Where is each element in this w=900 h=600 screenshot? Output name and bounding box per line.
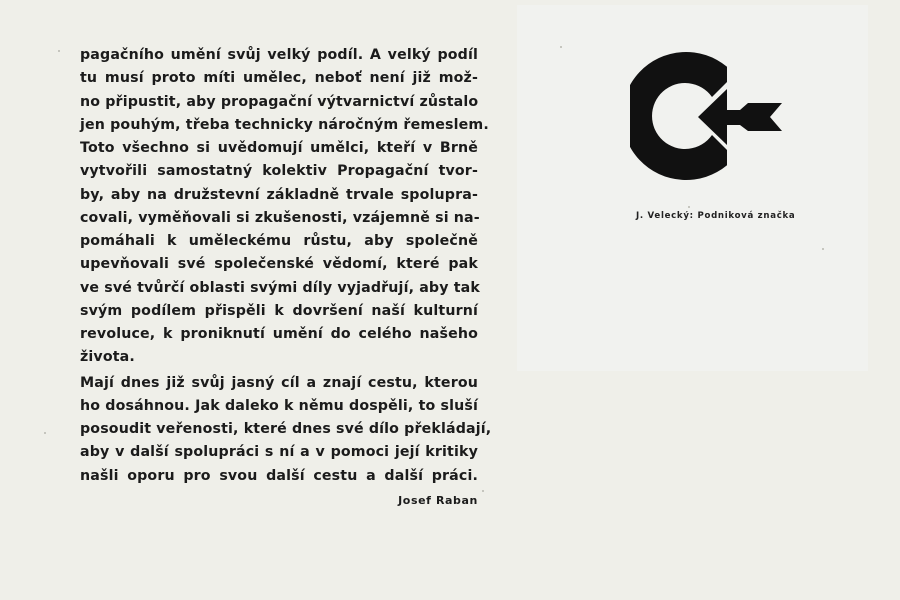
paper-speck	[560, 46, 562, 48]
article-paragraph-2	[80, 372, 492, 488]
paper-speck	[822, 248, 824, 250]
text-line: by, aby na družstevní základně trvale spolupra-	[80, 186, 478, 203]
text-line: pagačního umění svůj velký podíl. A velký podíl	[80, 47, 478, 63]
text-line: posoudit veřenosti, které dnes své dílo překládají,	[80, 421, 492, 437]
logo-caption: J. Velecký: Podniková značka	[636, 211, 796, 221]
text-line: našli oporu pro svou další cestu a další práci.	[80, 467, 478, 484]
text-line: vytvořili samostatný kolektiv Propagační tvor-	[80, 163, 478, 180]
paper-speck	[482, 490, 484, 492]
c-arrow-logo-icon	[630, 48, 790, 184]
text-line: tu musí proto míti umělec, neboť není již mož-	[80, 70, 478, 87]
text-line: ve své tvůrčí oblasti svými díly vyjadřují, aby tak	[80, 279, 480, 296]
text-line: života.	[80, 349, 135, 366]
text-line: jen pouhým, třeba technicky náročným řemeslem.	[80, 116, 489, 133]
text-line: Mají dnes již svůj jasný cíl a znají cestu, kterou	[80, 374, 478, 391]
paper-speck	[688, 206, 690, 208]
text-line: revoluce, k proniknutí umění do celého našeho	[80, 326, 478, 342]
paper-speck	[44, 432, 46, 434]
author-signature: Josef Raban	[398, 493, 478, 507]
text-line: Toto všechno si uvědomují umělci, kteří v Brně	[80, 140, 478, 156]
text-line: aby v další spolupráci s ní a v pomoci její kritiky	[80, 444, 478, 461]
text-line: pomáhali k uměleckému růstu, aby společně	[80, 233, 478, 249]
text-line: covali, vyměňovali si zkušenosti, vzájemně si na-	[80, 209, 480, 226]
text-line: upevňovali své společenské vědomí, které pak	[80, 256, 478, 273]
article-text-column	[80, 44, 492, 507]
paper-speck	[58, 50, 60, 52]
text-line: no připustit, aby propagační výtvarnictví zůstalo	[80, 93, 479, 110]
text-line: svým podílem přispěli k dovršení naší kulturní	[80, 302, 478, 319]
text-line: ho dosáhnou. Jak daleko k němu dospěli, to sluší	[80, 397, 478, 414]
article-paragraph-1	[80, 44, 489, 370]
